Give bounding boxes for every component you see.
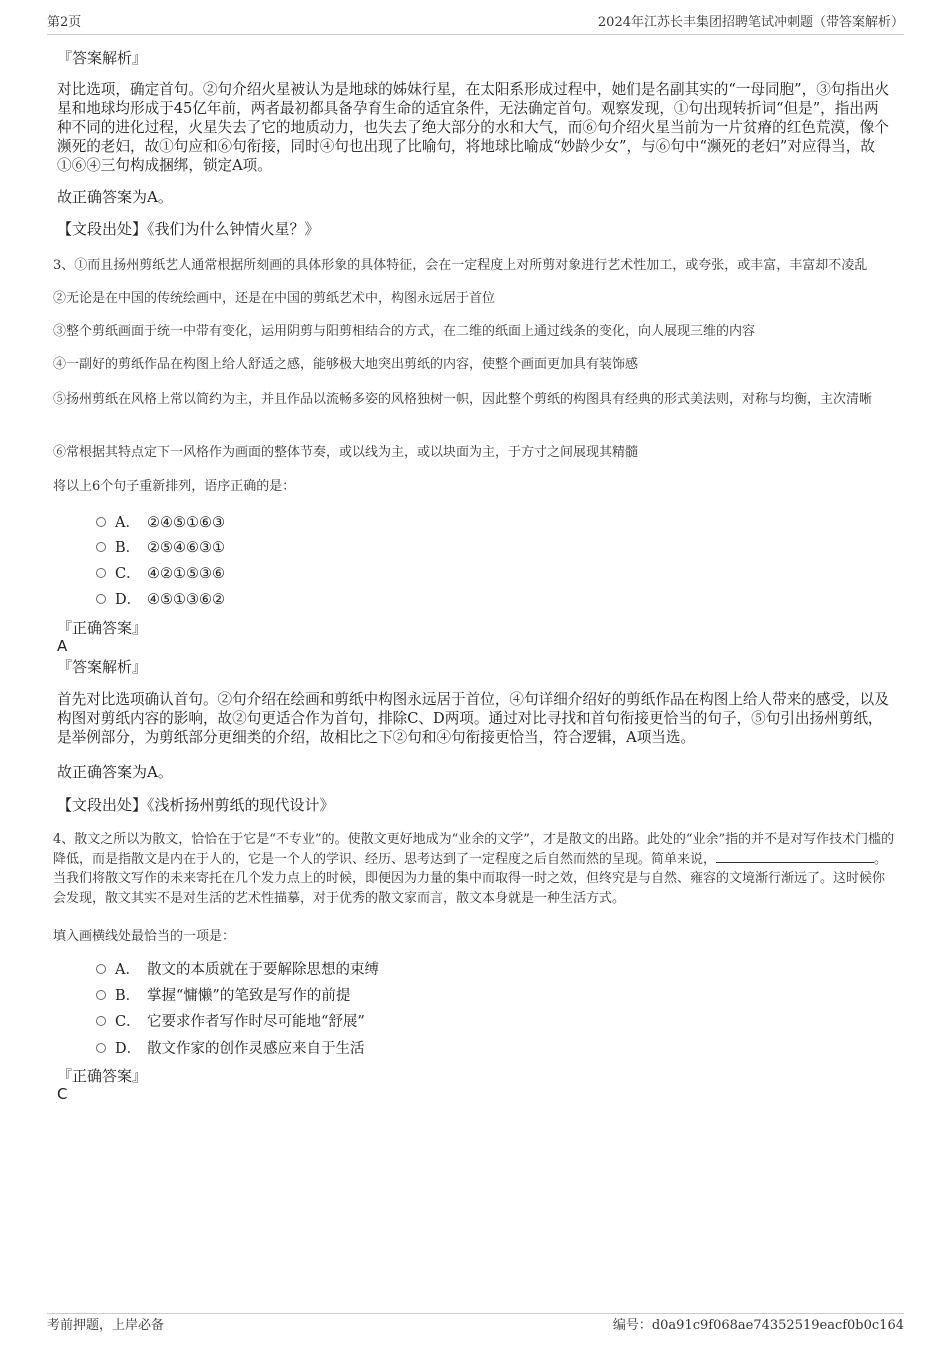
q2-conclusion: 故正确答案为A。 [57,188,173,206]
q4-option-d[interactable]: D． 散文作家的创作灵感应来自于生活 [96,1039,365,1059]
radio-icon[interactable] [96,1016,106,1026]
q3-sentence-5: ⑤扬州剪纸在风格上常以简约为主，并且作品以流畅多姿的风格独树一帜，因此整个剪纸的构图具有经典的形式美法则，对称与均衡，主次清晰 [53,392,873,407]
q3-answer-label: 『正确答案』 [57,619,148,637]
q3-sentence-3: ③整个剪纸画面于统一中带有变化，运用阴剪与阳剪相结合的方式，在二维的纸面上通过线条的变化，向人展现三维的内容 [53,324,756,339]
radio-icon[interactable] [96,542,106,552]
document-code: 编号：d0a91c9f068ae74352519eacf0b0c164 [612,1318,904,1333]
q3-sentence-2: ②无论是在中国的传统绘画中，还是在中国的剪纸艺术中，构图永远居于首位 [53,291,496,306]
q4-prompt: 填入画横线处最恰当的一项是： [53,929,236,944]
q3-analysis-label: 『答案解析』 [57,658,148,676]
radio-icon[interactable] [96,568,106,578]
radio-icon[interactable] [96,1043,106,1053]
q2-analysis-text: 对比选项，确定首句。②句介绍火星被认为是地球的姊妹行星，在太阳系形成过程中，她们是名副其实的“一母同胞”，③句指出火星和地球均形成于45亿年前，两者最初都具备孕育生命的适宜条件，无法确定首句。观察发现，①句出现转折词“但是”，指出两种不同的进化过程，火星失去了它的地质动力，也失去了绝大部分的水和大气，而⑥句介绍火星当前为一片贫瘠的红色荒漠，像个濒死的老妇，故①句应和⑥句衔接，同时④句也出现了比喻句，将地球比喻成“妙龄少女”，与⑥句中“濒死的老妇”对应得当，故①⑥④三句构成捆绑，锁定A项。 [57,81,890,174]
q3-option-a[interactable]: A． ②④⑤①⑥③ [96,513,225,533]
radio-icon[interactable] [96,964,106,974]
q2-source: 【文段出处】《我们为什么钟情火星？》 [57,220,320,238]
q4-option-c[interactable]: C． 它要求作者写作时尽可能地“舒展” [96,1012,365,1032]
page-header [47,14,904,35]
q3-sentence-4: ④一副好的剪纸作品在构图上给人舒适之感，能够极大地突出剪纸的内容，使整个画面更加具有装饰感 [53,357,639,372]
q3-sentence-6: ⑥常根据其特点定下一风格作为画面的整体节奏，或以线为主，或以块面为主，于方寸之间展现其精髓 [53,445,639,460]
q3-conclusion: 故正确答案为A。 [57,763,173,781]
radio-icon[interactable] [96,517,106,527]
q3-analysis-text: 首先对比选项确认首句。②句介绍在绘画和剪纸中构图永远居于首位，④句详细介绍好的剪纸作品在构图上给人带来的感受，以及构图对剪纸内容的影响，故②句更适合作为首句，排除C、D两项。通过对比寻找和首句衔接更恰当的句子，⑤句引出扬州剪纸，是举例部分，为剪纸部分更细类的介绍，故相比之下②句和④句衔接更恰当，符合逻辑，A项当选。 [57,691,889,746]
q2-analysis-label: 『答案解析』 [57,49,148,67]
q3-sentence-1: 3、①而且扬州剪纸艺人通常根据所刻画的具体形象的具体特征，会在一定程度上对所剪对象进行艺术性加工，或夸张，或丰富，丰富却不凌乱 [53,258,868,273]
q4-stem-before: 4、散文之所以为散文，恰恰在于它是“不专业”的。使散文更好地成为“业余的文学”，才是散文的出路。此处的“业余”指的并不是对写作技术门槛的降低，而是指散文是内在于人的，它是一个人的学识、经历、思考达到了一定程度之后自然而然的呈现。简单来说， [53,832,895,867]
q4-option-b[interactable]: B． 掌握“慵懒”的笔致是写作的前提 [96,986,350,1006]
q4-answer-label: 『正确答案』 [57,1067,148,1085]
q4-stem [53,830,895,908]
footer-slogan: 考前押题，上岸必备 [47,1318,165,1333]
radio-icon[interactable] [96,594,106,604]
q3-option-c[interactable]: C． ④②①⑤③⑥ [96,564,225,584]
q4-blank [716,850,874,863]
q3-option-d[interactable]: D． ④⑤①③⑥② [96,590,225,610]
page-footer [47,1313,904,1336]
q4-option-a[interactable]: A． 散文的本质就在于要解除思想的束缚 [96,960,379,980]
q4-stem-after: 。当我们将散文写作的未来寄托在几个发力点上的时候，即便因为力量的集中而取得一时之效，但终究是与自然、雍容的文境渐行渐远了。这时候你会发现，散文其实不是对生活的艺术性描摹，对于优秀的散文家而言，散文本身就是一种生活方式。 [53,851,888,906]
page-number: 第2页 [47,15,82,30]
q4-answer: C [57,1085,68,1103]
document-title: 2024年江苏长丰集团招聘笔试冲刺题（带答案解析） [597,15,904,30]
q3-option-b[interactable]: B． ②⑤④⑥③① [96,538,225,558]
q3-source: 【文段出处】《浅析扬州剪纸的现代设计》 [57,796,335,814]
radio-icon[interactable] [96,990,106,1000]
q3-prompt: 将以上6个句子重新排列，语序正确的是： [53,479,296,494]
q3-answer: A [57,637,68,655]
